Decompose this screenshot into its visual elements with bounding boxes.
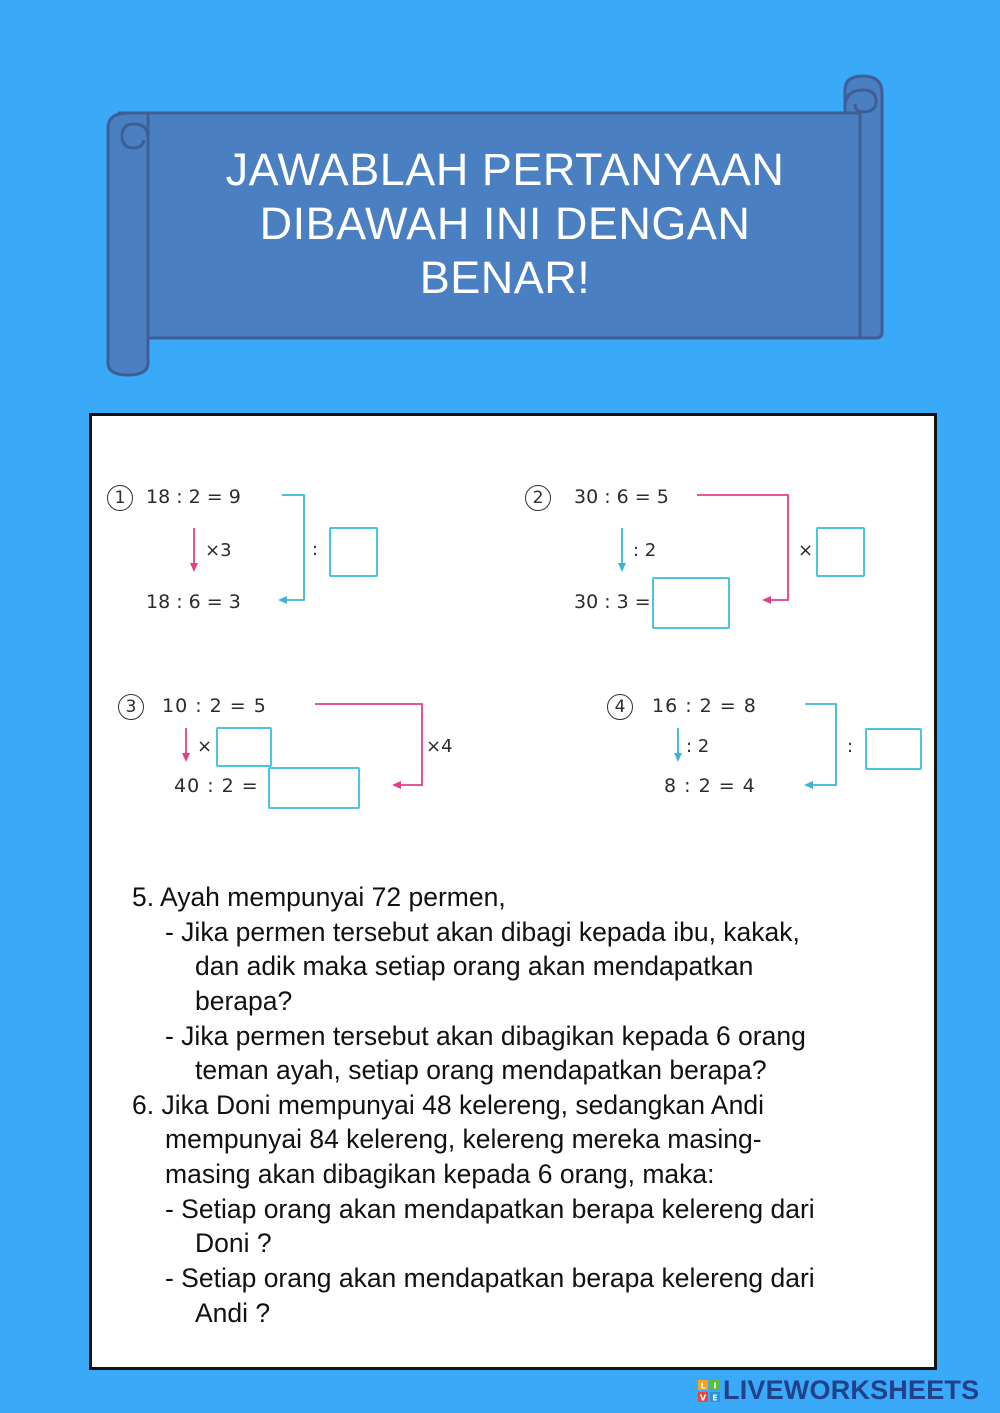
step-label: ×3 <box>205 540 232 561</box>
question-6-title-cont: masing akan dibagikan kepada 6 orang, maka: <box>165 1159 715 1189</box>
side-label: : <box>312 539 319 560</box>
question-5-bullet-2-cont: teman ayah, setiap orang mendapatkan berapa? <box>195 1055 767 1085</box>
liveworksheets-mark-icon <box>698 1380 720 1402</box>
step-label: : 2 <box>633 540 657 561</box>
top-equation: 18 : 2 = 9 <box>146 486 241 508</box>
problem-number-badge: 4 <box>607 694 633 720</box>
question-6-title: 6. Jika Doni mempunyai 48 kelereng, sedangkan Andi <box>132 1090 764 1120</box>
bottom-equation: 40 : 2 = <box>174 775 259 797</box>
bottom-equation: 30 : 3 = <box>574 591 651 613</box>
question-5-bullet-1-cont: dan adik maka setiap orang akan mendapatkan <box>195 951 754 981</box>
question-5-bullet-2: - Jika permen tersebut akan dibagikan kepada 6 orang <box>165 1021 806 1051</box>
logo-mark-letter: I <box>713 1381 717 1391</box>
problem-number-badge: 3 <box>118 694 144 720</box>
question-6-bullet-2-cont: Andi ? <box>195 1298 271 1328</box>
question-5-bullet-1: - Jika permen tersebut akan dibagi kepada ibu, kakak, <box>165 917 800 947</box>
banner-title-line: JAWABLAH PERTANYAAN <box>225 144 785 195</box>
top-equation: 16 : 2 = 8 <box>652 695 757 717</box>
top-equation: 10 : 2 = 5 <box>162 695 267 717</box>
question-5-bullet-1-cont: berapa? <box>195 986 293 1016</box>
side-label: : <box>847 736 854 757</box>
bottom-equation: 8 : 2 = 4 <box>664 775 756 797</box>
step-label: × <box>197 736 213 757</box>
logo-mark-letter: L <box>700 1381 706 1391</box>
bottom-equation: 18 : 6 = 3 <box>146 591 241 613</box>
question-6-title-cont: mempunyai 84 kelereng, kelereng mereka masing- <box>165 1124 762 1154</box>
logo-text: LIVEWORKSHEETS <box>723 1375 980 1405</box>
problem-number-badge: 1 <box>107 485 133 511</box>
logo-mark-letter: E <box>712 1393 718 1402</box>
banner-title-line: DIBAWAH INI DENGAN <box>259 198 751 249</box>
question-6-bullet-2: - Setiap orang akan mendapatkan berapa kelereng dari <box>165 1263 815 1293</box>
question-6-bullet-1-cont: Doni ? <box>195 1228 272 1258</box>
question-6-bullet-1: - Setiap orang akan mendapatkan berapa kelereng dari <box>165 1194 815 1224</box>
side-label: × <box>798 540 814 561</box>
logo-mark-letter: V <box>699 1393 707 1402</box>
side-label: ×4 <box>426 736 453 757</box>
banner-title-line: BENAR! <box>419 252 591 303</box>
top-equation: 30 : 6 = 5 <box>574 486 669 508</box>
question-5-title: 5. Ayah mempunyai 72 permen, <box>132 882 506 912</box>
problem-number-badge: 2 <box>525 485 551 511</box>
step-label: : 2 <box>686 736 710 757</box>
